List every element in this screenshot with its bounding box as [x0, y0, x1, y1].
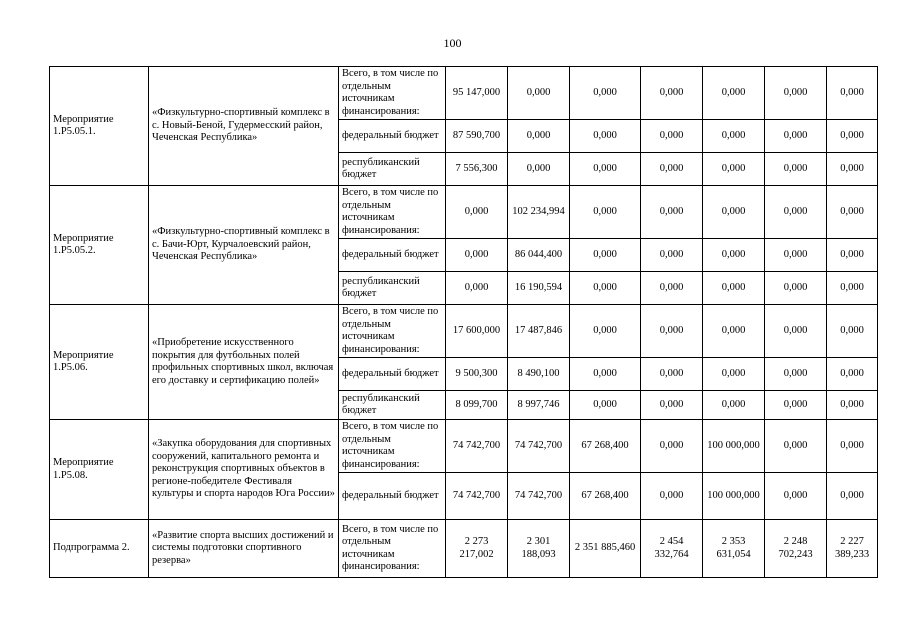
- amount-cell: 0,000: [446, 239, 508, 272]
- amount-cell: 87 590,700: [446, 120, 508, 153]
- activity-code: Мероприятие 1.Р5.05.1.: [50, 67, 149, 186]
- amount-cell: 0,000: [570, 153, 641, 186]
- amount-cell: 2 248 702,243: [765, 520, 827, 578]
- amount-cell: 16 190,594: [508, 272, 570, 305]
- amount-cell: 0,000: [641, 239, 703, 272]
- amount-cell: 0,000: [703, 239, 765, 272]
- amount-cell: 0,000: [827, 186, 878, 239]
- amount-cell: 0,000: [641, 186, 703, 239]
- table-row: [50, 305, 878, 358]
- amount-cell: 0,000: [641, 67, 703, 120]
- amount-cell: 0,000: [570, 67, 641, 120]
- amount-cell: 0,000: [827, 358, 878, 391]
- amount-cell: 0,000: [827, 153, 878, 186]
- amount-cell: 0,000: [508, 153, 570, 186]
- funding-source: Всего, в том числе по отдельным источникам финансирования:: [339, 420, 446, 473]
- amount-cell: 0,000: [570, 239, 641, 272]
- amount-cell: 2 227 389,233: [827, 520, 878, 578]
- funding-source: республиканский бюджет: [339, 153, 446, 186]
- funding-source: федеральный бюджет: [339, 120, 446, 153]
- page-number: 100: [443, 36, 462, 50]
- activity-name: «Закупка оборудования для спортивных сооружений, капитального ремонта и реконструкция спортивных объектов в регионе-победителе Фестиваля культуры и спорта народов Юга России»: [149, 420, 339, 520]
- amount-cell: 0,000: [765, 153, 827, 186]
- amount-cell: 0,000: [641, 420, 703, 473]
- amount-cell: 0,000: [765, 272, 827, 305]
- funding-source: Всего, в том числе по отдельным источникам финансирования:: [339, 520, 446, 578]
- amount-cell: 74 742,700: [446, 473, 508, 520]
- amount-cell: 74 742,700: [508, 420, 570, 473]
- table-row: [50, 67, 878, 120]
- amount-cell: 74 742,700: [446, 420, 508, 473]
- amount-cell: 0,000: [446, 272, 508, 305]
- amount-cell: 100 000,000: [703, 420, 765, 473]
- amount-cell: 2 301 188,093: [508, 520, 570, 578]
- funding-source: федеральный бюджет: [339, 239, 446, 272]
- activity-name: «Физкультурно-спортивный комплекс в с. Новый-Беной, Гудермесский район, Чеченская Республика»: [149, 67, 339, 186]
- amount-cell: 0,000: [703, 120, 765, 153]
- amount-cell: 0,000: [765, 67, 827, 120]
- amount-cell: 0,000: [765, 420, 827, 473]
- amount-cell: 0,000: [641, 272, 703, 305]
- funding-source: Всего, в том числе по отдельным источникам финансирования:: [339, 67, 446, 120]
- table-row: [50, 520, 878, 578]
- amount-cell: 2 353 631,054: [703, 520, 765, 578]
- funding-source: федеральный бюджет: [339, 358, 446, 391]
- amount-cell: 0,000: [827, 67, 878, 120]
- table-row: [50, 186, 878, 239]
- amount-cell: 17 600,000: [446, 305, 508, 358]
- amount-cell: 0,000: [641, 153, 703, 186]
- amount-cell: 8 099,700: [446, 391, 508, 420]
- funding-source: республиканский бюджет: [339, 391, 446, 420]
- amount-cell: 67 268,400: [570, 473, 641, 520]
- activity-code: Мероприятие 1.Р5.06.: [50, 305, 149, 420]
- amount-cell: 0,000: [641, 120, 703, 153]
- amount-cell: 0,000: [570, 120, 641, 153]
- amount-cell: 9 500,300: [446, 358, 508, 391]
- amount-cell: 0,000: [827, 120, 878, 153]
- amount-cell: 0,000: [827, 239, 878, 272]
- amount-cell: 0,000: [765, 305, 827, 358]
- amount-cell: 0,000: [827, 272, 878, 305]
- amount-cell: 0,000: [827, 305, 878, 358]
- amount-cell: 0,000: [703, 153, 765, 186]
- table-row: [50, 420, 878, 473]
- amount-cell: 2 454 332,764: [641, 520, 703, 578]
- amount-cell: 95 147,000: [446, 67, 508, 120]
- amount-cell: 67 268,400: [570, 420, 641, 473]
- amount-cell: 0,000: [703, 67, 765, 120]
- amount-cell: 0,000: [703, 391, 765, 420]
- funding-source: Всего, в том числе по отдельным источникам финансирования:: [339, 186, 446, 239]
- amount-cell: 86 044,400: [508, 239, 570, 272]
- amount-cell: 0,000: [827, 473, 878, 520]
- amount-cell: 17 487,846: [508, 305, 570, 358]
- amount-cell: 0,000: [765, 120, 827, 153]
- amount-cell: 7 556,300: [446, 153, 508, 186]
- amount-cell: 0,000: [641, 358, 703, 391]
- funding-source: Всего, в том числе по отдельным источникам финансирования:: [339, 305, 446, 358]
- amount-cell: 0,000: [765, 358, 827, 391]
- amount-cell: 0,000: [570, 305, 641, 358]
- amount-cell: 0,000: [570, 391, 641, 420]
- amount-cell: 0,000: [827, 391, 878, 420]
- amount-cell: 0,000: [641, 473, 703, 520]
- amount-cell: 0,000: [703, 186, 765, 239]
- activity-name: «Физкультурно-спортивный комплекс в с. Бачи-Юрт, Курчалоевский район, Чеченская Республика»: [149, 186, 339, 305]
- funding-source: федеральный бюджет: [339, 473, 446, 520]
- amount-cell: 0,000: [508, 120, 570, 153]
- amount-cell: 2 351 885,460: [570, 520, 641, 578]
- financing-table: [49, 66, 878, 578]
- activity-code: Мероприятие 1.Р5.05.2.: [50, 186, 149, 305]
- activity-name: «Развитие спорта высших достижений и системы подготовки спортивного резерва»: [149, 520, 339, 578]
- amount-cell: 2 273 217,002: [446, 520, 508, 578]
- activity-code: Подпрограмма 2.: [50, 520, 149, 578]
- amount-cell: 0,000: [508, 67, 570, 120]
- amount-cell: 102 234,994: [508, 186, 570, 239]
- amount-cell: 0,000: [703, 358, 765, 391]
- amount-cell: 8 490,100: [508, 358, 570, 391]
- amount-cell: 0,000: [570, 272, 641, 305]
- activity-name: «Приобретение искусственного покрытия для футбольных полей профильных спортивных школ, включая его доставку и сертификацию полей»: [149, 305, 339, 420]
- activity-code: Мероприятие 1.Р5.08.: [50, 420, 149, 520]
- amount-cell: 0,000: [765, 186, 827, 239]
- amount-cell: 0,000: [703, 272, 765, 305]
- amount-cell: 0,000: [446, 186, 508, 239]
- amount-cell: 0,000: [765, 391, 827, 420]
- amount-cell: 0,000: [703, 305, 765, 358]
- amount-cell: 100 000,000: [703, 473, 765, 520]
- amount-cell: 8 997,746: [508, 391, 570, 420]
- amount-cell: 0,000: [765, 473, 827, 520]
- amount-cell: 0,000: [827, 420, 878, 473]
- amount-cell: 74 742,700: [508, 473, 570, 520]
- amount-cell: 0,000: [641, 391, 703, 420]
- funding-source: республиканский бюджет: [339, 272, 446, 305]
- amount-cell: 0,000: [765, 239, 827, 272]
- amount-cell: 0,000: [641, 305, 703, 358]
- amount-cell: 0,000: [570, 358, 641, 391]
- amount-cell: 0,000: [570, 186, 641, 239]
